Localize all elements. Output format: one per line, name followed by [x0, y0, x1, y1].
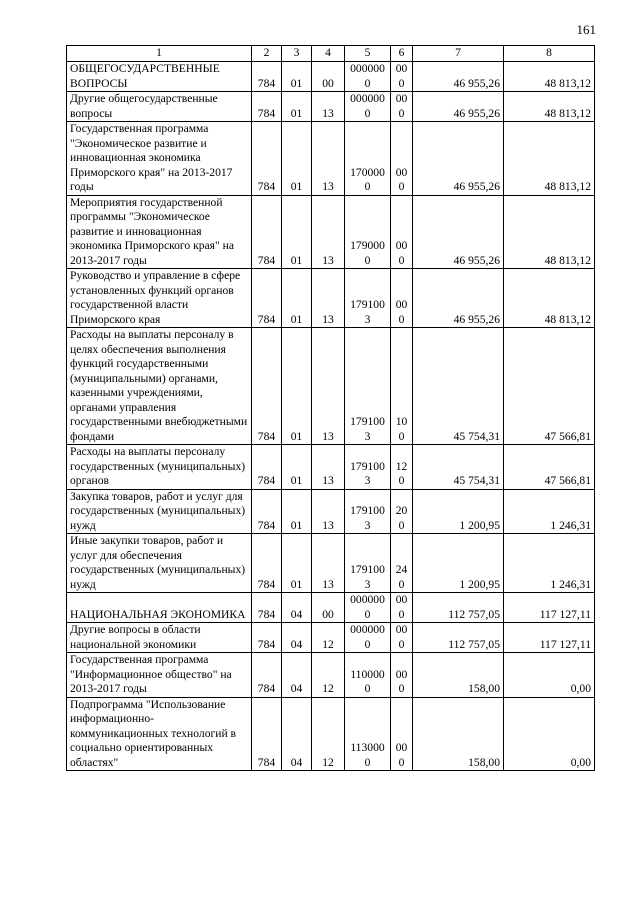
row-code-5: 110000 0 — [345, 653, 391, 698]
column-header: 8 — [504, 46, 595, 62]
row-name: Государственная программа "Экономическое развитие и инновационная экономика Приморского края" на 2013-2017 годы — [67, 122, 252, 196]
row-code-3: 01 — [282, 62, 312, 92]
row-name: Другие вопросы в области национальной экономики — [67, 623, 252, 653]
row-code-6: 00 0 — [391, 623, 413, 653]
row-code-3: 04 — [282, 623, 312, 653]
row-code-2: 784 — [252, 328, 282, 445]
row-code-2: 784 — [252, 195, 282, 269]
page-number: 161 — [576, 22, 596, 37]
row-code-6: 10 0 — [391, 328, 413, 445]
row-name: Расходы на выплаты персоналу государственных (муниципальных) органов — [67, 445, 252, 490]
table-row — [67, 62, 595, 92]
column-header: 1 — [67, 46, 252, 62]
row-name: Расходы на выплаты персоналу в целях обеспечения выполнения функций государственными (муниципальными) органами, казенными учреждениями, органами управления государственными внебюджетными фондами — [67, 328, 252, 445]
row-name: Другие общегосударственные вопросы — [67, 92, 252, 122]
row-code-6: 24 0 — [391, 534, 413, 593]
row-amount-8: 48 813,12 — [504, 122, 595, 196]
column-header: 6 — [391, 46, 413, 62]
row-amount-7: 112 757,05 — [413, 623, 504, 653]
row-code-4: 13 — [312, 489, 345, 534]
table-row — [67, 534, 595, 593]
row-code-4: 13 — [312, 195, 345, 269]
row-name: ОБЩЕГОСУДАРСТВЕННЫЕ ВОПРОСЫ — [67, 62, 252, 92]
row-code-3: 01 — [282, 328, 312, 445]
table-row — [67, 489, 595, 534]
row-code-5: 000000 0 — [345, 623, 391, 653]
row-code-6: 00 0 — [391, 593, 413, 623]
row-code-2: 784 — [252, 269, 282, 328]
row-code-5: 179000 0 — [345, 195, 391, 269]
row-code-5: 113000 0 — [345, 697, 391, 771]
row-code-6: 20 0 — [391, 489, 413, 534]
row-code-4: 13 — [312, 122, 345, 196]
row-code-6: 00 0 — [391, 653, 413, 698]
row-code-2: 784 — [252, 593, 282, 623]
column-header: 2 — [252, 46, 282, 62]
row-code-3: 01 — [282, 122, 312, 196]
row-name: Иные закупки товаров, работ и услуг для обеспечения государственных (муниципальных) нужд — [67, 534, 252, 593]
row-amount-8: 1 246,31 — [504, 489, 595, 534]
row-code-4: 12 — [312, 697, 345, 771]
row-amount-7: 1 200,95 — [413, 534, 504, 593]
table-row — [67, 328, 595, 445]
row-code-3: 04 — [282, 697, 312, 771]
row-code-4: 00 — [312, 62, 345, 92]
row-code-2: 784 — [252, 62, 282, 92]
row-amount-7: 46 955,26 — [413, 195, 504, 269]
row-code-6: 00 0 — [391, 122, 413, 196]
column-header: 4 — [312, 46, 345, 62]
row-amount-7: 112 757,05 — [413, 593, 504, 623]
row-amount-7: 158,00 — [413, 653, 504, 698]
row-code-5: 170000 0 — [345, 122, 391, 196]
column-header: 7 — [413, 46, 504, 62]
row-name: Руководство и управление в сфере установленных функций органов государственной власти Приморского края — [67, 269, 252, 328]
column-header: 3 — [282, 46, 312, 62]
row-code-5: 179100 3 — [345, 534, 391, 593]
row-code-4: 13 — [312, 328, 345, 445]
row-code-4: 13 — [312, 92, 345, 122]
row-code-3: 01 — [282, 269, 312, 328]
row-amount-7: 46 955,26 — [413, 92, 504, 122]
row-amount-8: 48 813,12 — [504, 62, 595, 92]
row-amount-8: 117 127,11 — [504, 623, 595, 653]
row-code-2: 784 — [252, 92, 282, 122]
row-name: Мероприятия государственной программы "Экономическое развитие и инновационная экономика Приморского края" на 2013-2017 годы — [67, 195, 252, 269]
row-code-2: 784 — [252, 653, 282, 698]
budget-table — [66, 45, 595, 771]
row-name: Подпрограмма "Использование информационно-коммуникационных технологий в социально ориентированных областях" — [67, 697, 252, 771]
row-code-6: 00 0 — [391, 195, 413, 269]
row-code-4: 12 — [312, 623, 345, 653]
row-code-4: 13 — [312, 269, 345, 328]
row-code-3: 01 — [282, 195, 312, 269]
table-row — [67, 122, 595, 196]
table-row — [67, 653, 595, 698]
table-row — [67, 697, 595, 771]
row-code-3: 04 — [282, 653, 312, 698]
row-amount-8: 47 566,81 — [504, 328, 595, 445]
row-code-6: 12 0 — [391, 445, 413, 490]
row-code-5: 179100 3 — [345, 328, 391, 445]
row-code-6: 00 0 — [391, 269, 413, 328]
row-amount-7: 46 955,26 — [413, 62, 504, 92]
row-code-3: 01 — [282, 534, 312, 593]
row-amount-7: 46 955,26 — [413, 122, 504, 196]
table-row — [67, 92, 595, 122]
row-amount-7: 158,00 — [413, 697, 504, 771]
row-code-5: 000000 0 — [345, 92, 391, 122]
column-header: 5 — [345, 46, 391, 62]
row-code-5: 000000 0 — [345, 62, 391, 92]
row-code-5: 179100 3 — [345, 489, 391, 534]
row-code-5: 179100 3 — [345, 445, 391, 490]
row-code-2: 784 — [252, 122, 282, 196]
row-amount-7: 46 955,26 — [413, 269, 504, 328]
row-amount-8: 48 813,12 — [504, 195, 595, 269]
row-code-5: 000000 0 — [345, 593, 391, 623]
row-code-2: 784 — [252, 445, 282, 490]
row-code-4: 00 — [312, 593, 345, 623]
row-amount-8: 48 813,12 — [504, 269, 595, 328]
row-code-6: 00 0 — [391, 62, 413, 92]
row-amount-7: 45 754,31 — [413, 445, 504, 490]
row-amount-8: 48 813,12 — [504, 92, 595, 122]
table-row — [67, 445, 595, 490]
row-amount-7: 1 200,95 — [413, 489, 504, 534]
row-amount-8: 0,00 — [504, 653, 595, 698]
table-row — [67, 195, 595, 269]
row-amount-8: 117 127,11 — [504, 593, 595, 623]
row-code-4: 12 — [312, 653, 345, 698]
row-code-3: 01 — [282, 489, 312, 534]
row-code-4: 13 — [312, 445, 345, 490]
header-row — [67, 46, 595, 62]
table-row — [67, 269, 595, 328]
row-name: НАЦИОНАЛЬНАЯ ЭКОНОМИКА — [67, 593, 252, 623]
row-code-5: 179100 3 — [345, 269, 391, 328]
table-row — [67, 593, 595, 623]
row-name: Закупка товаров, работ и услуг для государственных (муниципальных) нужд — [67, 489, 252, 534]
row-amount-8: 47 566,81 — [504, 445, 595, 490]
row-amount-8: 0,00 — [504, 697, 595, 771]
row-amount-7: 45 754,31 — [413, 328, 504, 445]
row-code-2: 784 — [252, 489, 282, 534]
row-code-2: 784 — [252, 534, 282, 593]
row-amount-8: 1 246,31 — [504, 534, 595, 593]
row-code-4: 13 — [312, 534, 345, 593]
row-code-2: 784 — [252, 623, 282, 653]
row-code-6: 00 0 — [391, 92, 413, 122]
row-code-2: 784 — [252, 697, 282, 771]
row-code-6: 00 0 — [391, 697, 413, 771]
row-code-3: 04 — [282, 593, 312, 623]
table-row — [67, 623, 595, 653]
row-code-3: 01 — [282, 92, 312, 122]
row-name: Государственная программа "Информационное общество" на 2013-2017 годы — [67, 653, 252, 698]
row-code-3: 01 — [282, 445, 312, 490]
